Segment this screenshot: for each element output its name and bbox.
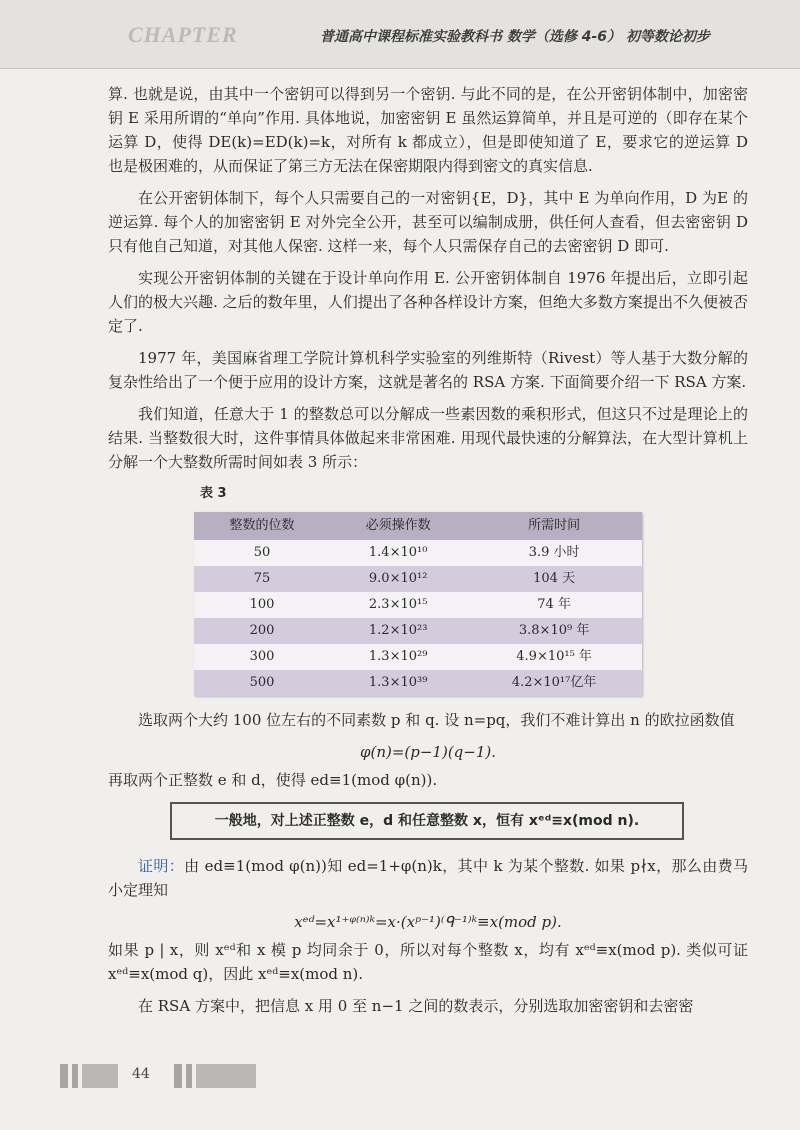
footer-bar [186, 1064, 192, 1088]
table-cell: 500 [194, 670, 330, 696]
table-cell: 3.9 小时 [466, 540, 642, 566]
page-number: 44 [132, 1066, 150, 1082]
table-cell: 200 [194, 618, 330, 644]
paragraph: 在公开密钥体制下，每个人只需要自己的一对密钥{E，D}，其中 E 为单向作用，D 为E 的逆运算. 每个人的加密密钥 E 对外完全公开，甚至可以编制成册，供任何人查看，但去密密钥 D 只有他自己知道，对其他人保密. 这样一来，每个人只需保存自己的去密密钥 D 即可. [108, 189, 748, 255]
paragraph: 算. 也就是说，由其中一个密钥可以得到另一个密钥. 与此不同的是，在公开密钥体制中，加密密钥 E 采用所谓的“单向”作用. 具体地说，加密密钥 E 虽然运算简单，并且是可逆的（即存在某个运算 D，使得 DE(k)=ED(k)=k，对所有 k 都成立），但是即使知道了 E，要求它的逆运算 D 也是极困难的，从而保证了第三方无法在保密期限内得到密文的真实信息. [108, 85, 748, 175]
footer-bar [174, 1064, 182, 1088]
theorem-box: 一般地，对上述正整数 e，d 和任意整数 x，恒有 xᵉᵈ≡x(mod n). [170, 802, 684, 840]
table-cell: 1.3×10²⁹ [330, 644, 466, 670]
table-header-row [194, 512, 642, 540]
table-row [194, 670, 642, 696]
table-caption: 表 3 [200, 486, 227, 501]
book-title: 普通高中课程标准实验教科书 数学（选修 4-6） 初等数论初步 [320, 29, 710, 45]
table-cell: 9.0×10¹² [330, 566, 466, 592]
table-cell: 50 [194, 540, 330, 566]
page-content [108, 82, 748, 1026]
paragraph: 1977 年，美国麻省理工学院计算机科学实验室的列维斯特（Rivest）等人基于大数分解的复杂性给出了一个便于应用的设计方案，这就是著名的 RSA 方案. 下面简要介绍一下 RSA 方案. [108, 349, 748, 391]
proof-paragraph [108, 854, 748, 902]
table-row [194, 540, 642, 566]
page-header [0, 0, 800, 69]
table-header: 整数的位数 [194, 512, 330, 540]
table-cell: 1.2×10²³ [330, 618, 466, 644]
proof-label: 证明： [138, 857, 185, 875]
page-footer [0, 1056, 800, 1096]
table-row [194, 618, 642, 644]
chapter-label: CHAPTER [128, 22, 238, 47]
paragraph: 我们知道，任意大于 1 的整数总可以分解成一些素因数的乘积形式，但这只不过是理论上的结果. 当整数很大时，这件事情具体做起来非常困难. 用现代最快速的分解算法，在大型计算机上分解一个大整数所需时间如表 3 所示： [108, 405, 748, 471]
table-row [194, 566, 642, 592]
table-cell: 1.3×10³⁹ [330, 670, 466, 696]
table-header: 必须操作数 [330, 512, 466, 540]
paragraph: 如果 p | x，则 xᵉᵈ和 x 模 p 均同余于 0，所以对每个整数 x，均有 xᵉᵈ≡x(mod p). 类似可证 xᵉᵈ≡x(mod q)，因此 xᵉᵈ≡x(mod n). [108, 941, 748, 983]
table-cell: 300 [194, 644, 330, 670]
footer-bar [60, 1064, 68, 1088]
paragraph: 再取两个正整数 e 和 d，使得 ed≡1(mod φ(n)). [108, 771, 438, 789]
table-cell: 4.9×10¹⁵ 年 [466, 644, 642, 670]
table-row [194, 592, 642, 618]
euler-formula: φ(n)=(p−1)(q−1). [359, 743, 497, 761]
table-cell: 75 [194, 566, 330, 592]
table-cell: 3.8×10⁹ 年 [466, 618, 642, 644]
footer-bar [82, 1064, 118, 1088]
table-row [194, 644, 642, 670]
footer-bar [72, 1064, 78, 1088]
table-cell: 74 年 [466, 592, 642, 618]
table-cell: 2.3×10¹⁵ [330, 592, 466, 618]
factorization-table [194, 512, 642, 696]
paragraph: 选取两个大约 100 位左右的不同素数 p 和 q. 设 n=pq，我们不难计算出 n 的欧拉函数值 [138, 711, 735, 729]
table-cell: 100 [194, 592, 330, 618]
table-cell: 104 天 [466, 566, 642, 592]
proof-text: 由 ed≡1(mod φ(n))知 ed=1+φ(n)k，其中 k 为某个整数. 如果 p∤x，那么由费马小定理知 [108, 857, 748, 899]
table-cell: 1.4×10¹⁰ [330, 540, 466, 566]
footer-bar [196, 1064, 256, 1088]
table-cell: 4.2×10¹⁷亿年 [466, 670, 642, 696]
paragraph: 在 RSA 方案中，把信息 x 用 0 至 n−1 之间的数表示，分别选取加密密钥和去密密 [138, 997, 694, 1015]
table-header: 所需时间 [466, 512, 642, 540]
fermat-formula: xᵉᵈ=x¹⁺ᵠ⁽ⁿ⁾ᵏ=x·(xᵖ⁻¹)⁽ᑫ⁻¹⁾ᵏ≡x(mod p). [294, 913, 562, 931]
paragraph: 实现公开密钥体制的关键在于设计单向作用 E. 公开密钥体制自 1976 年提出后，立即引起人们的极大兴趣. 之后的数年里，人们提出了各种各样设计方案，但绝大多数方案提出不久便被否定了. [108, 269, 748, 335]
